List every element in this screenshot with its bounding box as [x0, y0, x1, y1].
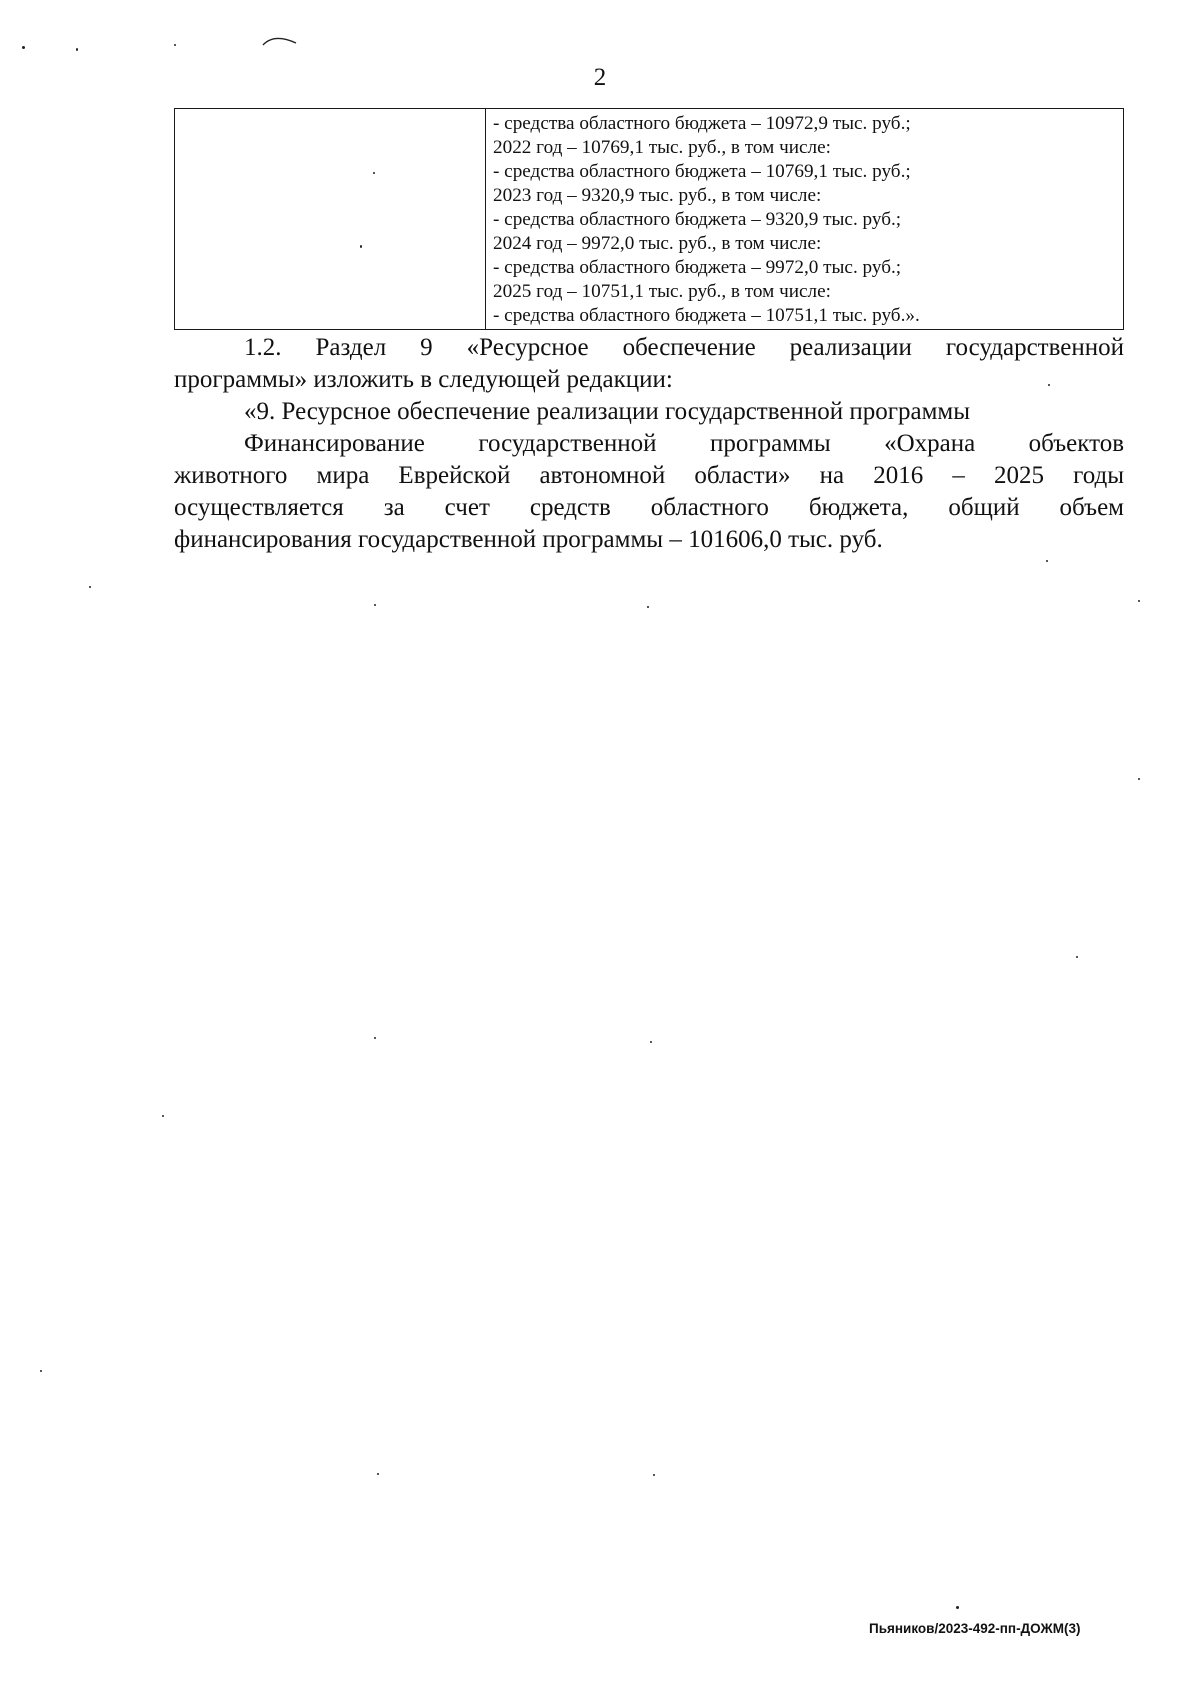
scan-speck: [374, 1037, 376, 1039]
paragraph-line: осуществляется за счет средств областного бюджета, общий объем: [174, 494, 1124, 521]
paragraph-line: Финансирование государственной программы «Охрана объектов: [244, 430, 1124, 457]
amendment-paragraph: [174, 332, 1124, 396]
financing-paragraph: [174, 428, 1124, 556]
paragraph-line: 1.2. Раздел 9 «Ресурсное обеспечение реализации государственной: [244, 334, 1124, 361]
paragraph-line: животного мира Еврейской автономной области» на 2016 – 2025 годы: [174, 462, 1124, 489]
scan-speck: [647, 606, 649, 608]
page-number: 2: [593, 64, 607, 91]
table-line: - средства областного бюджета – 9320,9 тыс. руб.;: [493, 209, 902, 230]
scan-speck: [1138, 600, 1140, 602]
table-line: - средства областного бюджета – 10769,1 тыс. руб.;: [493, 161, 911, 182]
scan-mark-icon: [262, 33, 298, 47]
section-heading: [174, 396, 1124, 428]
scan-speck: [374, 604, 376, 606]
paragraph-line: программы» изложить в следующей редакции:: [174, 366, 673, 393]
scan-speck: [1138, 778, 1140, 780]
document-code: Пьяников/2023-492-пп-ДОЖМ(3): [869, 1621, 1081, 1636]
table-line: - средства областного бюджета – 9972,0 тыс. руб.;: [493, 257, 902, 278]
scan-speck: [40, 1370, 42, 1372]
scan-speck: [22, 46, 25, 49]
table-line: 2025 год – 10751,1 тыс. руб., в том числе:: [493, 281, 831, 302]
scan-speck: [650, 1041, 652, 1043]
scan-speck: [89, 586, 91, 588]
scan-speck: [162, 1115, 164, 1117]
table-left-cell: [175, 109, 486, 329]
scan-speck: [76, 48, 78, 51]
scan-speck: [956, 1606, 959, 1609]
section-heading-text: «9. Ресурсное обеспечение реализации государственной программы: [244, 398, 971, 425]
paragraph-line: финансирования государственной программы – 101606,0 тыс. руб.: [174, 526, 883, 553]
table-line: 2024 год – 9972,0 тыс. руб., в том числе:: [493, 233, 822, 254]
funding-table: [174, 108, 1124, 330]
scan-speck: [377, 1473, 379, 1475]
scan-speck: [174, 44, 176, 46]
scan-speck: [1076, 956, 1078, 958]
scan-speck: [1046, 560, 1048, 562]
table-line: 2022 год – 10769,1 тыс. руб., в том числе:: [493, 137, 831, 158]
table-line: - средства областного бюджета – 10751,1 тыс. руб.».: [493, 305, 920, 326]
table-right-cell: [486, 109, 1123, 329]
scan-speck: [653, 1474, 655, 1476]
table-line: 2023 год – 9320,9 тыс. руб., в том числе:: [493, 185, 822, 206]
table-line: - средства областного бюджета – 10972,9 тыс. руб.;: [493, 113, 911, 134]
